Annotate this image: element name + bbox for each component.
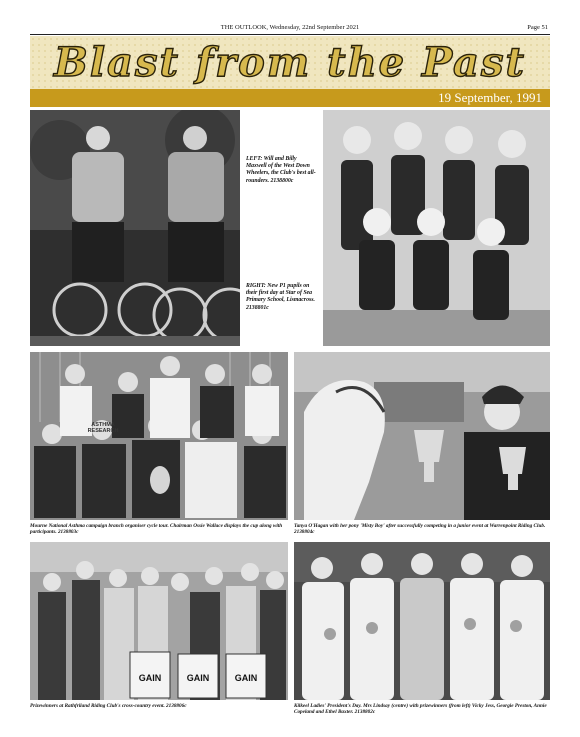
- pony-image: [294, 352, 550, 520]
- asthma-cycle-image: [30, 352, 288, 520]
- sack-label-2: GAIN: [186, 673, 210, 683]
- caption-pony: Tanya O'Hagan with her pony 'Misty Boy' after successfully competing in a junior event at Warrenpoint Riding Club. 2138804c: [294, 523, 546, 536]
- caption-asthma-cycle: Mourne National Asthma campaign branch organiser cycle tour. Chairman Ossie Wallace displays the cup along with participants. 2138803c: [30, 523, 283, 536]
- caption-cyclists: LEFT: Will and Billy Maxwell of the West Down Wheelers, the Club's best all-rounders. 2138800c: [246, 156, 316, 184]
- photo-cyclists: [30, 110, 240, 346]
- caption-riding-club: Prizewinners at Rathfriland Riding Club's cross-country event. 2138806c: [30, 703, 187, 709]
- photo-pony: [294, 352, 550, 520]
- banner-title: Blast from the Past: [54, 39, 526, 86]
- caption-ladies-day: Kilkeel Ladies' President's Day. Mrs Lindsay (centre) with prizewinners (from left) Vicky Jess, Georgie Preston, Annie Copeland and Ethel Baxter. 2138802c: [294, 703, 547, 716]
- banner-date: 19 September, 1991: [438, 90, 542, 105]
- asthma-banner-sign: ASTHMA RESEARCH: [87, 422, 119, 434]
- photo-asthma-cycle: [30, 352, 288, 520]
- photo-riding-club: [30, 542, 288, 700]
- p1-pupils-image: [323, 110, 550, 346]
- section-banner: [30, 36, 550, 89]
- photo-p1-pupils: [323, 110, 550, 346]
- running-head: [0, 22, 580, 34]
- sack-label-1: GAIN: [138, 673, 162, 683]
- cyclists-image: [30, 110, 240, 346]
- photo-ladies-day: [294, 542, 550, 700]
- header-rule: [30, 34, 550, 35]
- ladies-day-image: [294, 542, 550, 700]
- running-head-text: THE OUTLOOK, Wednesday, 22nd September 2021: [220, 24, 360, 31]
- caption-p1-pupils: RIGHT: New P1 pupils on their first day at Star of Sea Primary School, Lismacross. 2138801c: [246, 283, 315, 311]
- sack-label-3: GAIN: [234, 673, 258, 683]
- page-number: Page 51: [527, 24, 548, 31]
- date-band: [30, 89, 550, 107]
